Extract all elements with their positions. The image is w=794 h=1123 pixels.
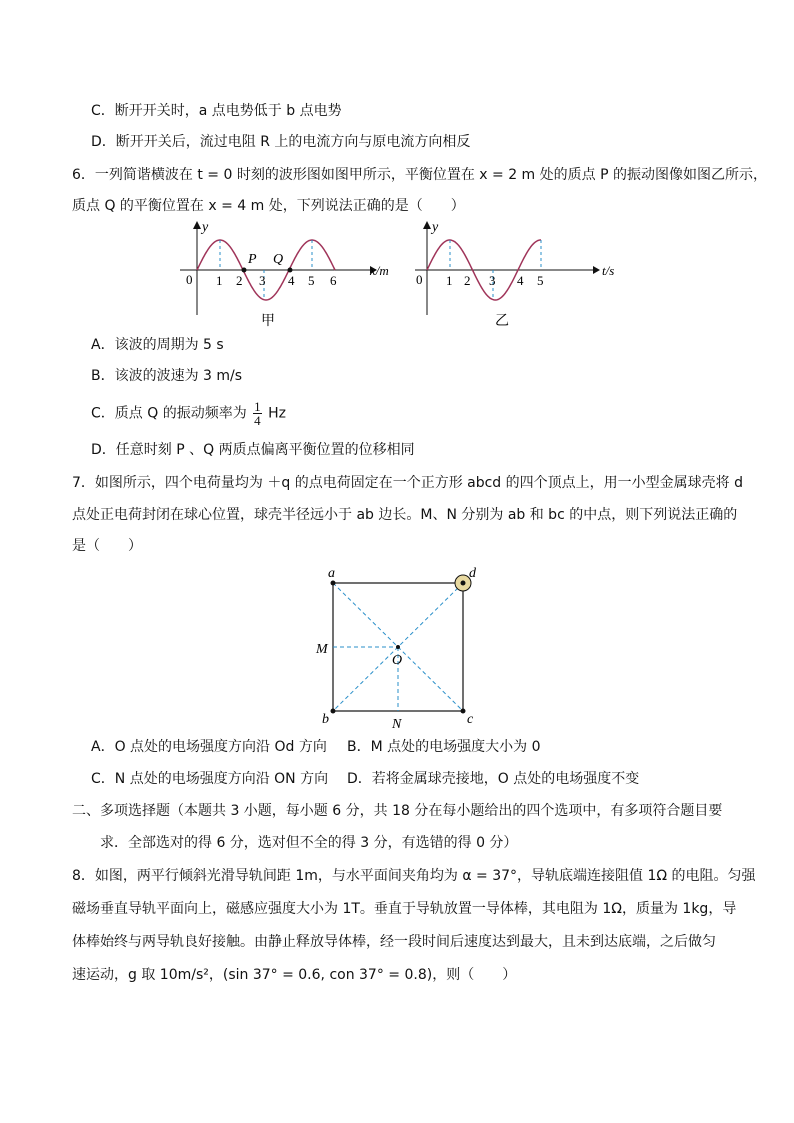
label-a: a [328, 566, 335, 581]
charge-a [331, 581, 336, 586]
label-b: b [322, 712, 329, 727]
section2-heading-line2: 求．全部选对的得 6 分，选对但不全的得 3 分，有选错的得 0 分） [100, 835, 518, 851]
q6-option-c: C．质点 Q 的振动频率为 $\frac{1}{4}$ Hz [91, 399, 286, 428]
charge-b [331, 709, 336, 714]
origin-label: 0 [416, 272, 423, 287]
tick-2: 2 [464, 273, 471, 288]
q8-line3: 体棒始终与两导轨良好接触。由静止释放导体棒，经一段时间后速度达到最大，且未到达底端，之后做匀 [72, 934, 716, 950]
tick-3: 3 [489, 273, 496, 288]
q8-line4: 速运动，g 取 10m/s²，(sin 37° = 0.6, con 37° = 0.8)，则（ ） [72, 967, 517, 983]
q8-line1: 8．如图，两平行倾斜光滑导轨间距 1m，与水平面间夹角均为 α = 37°，导轨底端连接阻值 1Ω 的电阻。匀强 [72, 868, 756, 884]
tick-4: 4 [288, 273, 295, 288]
tick-2: 2 [236, 273, 243, 288]
q5-option-d: D．断开开关后，流过电阻 R 上的电流方向与原电流方向相反 [91, 134, 471, 150]
y-axis-label: y [202, 220, 209, 235]
q7-stem-line2: 点处正电荷封闭在球心位置，球壳半径远小于 ab 边长。M、N 分别为 ab 和 bc 的中点，则下列说法正确的 [72, 507, 738, 523]
tick-4: 4 [517, 273, 524, 288]
label-p: P [248, 252, 257, 267]
label-o: O [392, 653, 403, 668]
y-axis-label: y [432, 220, 439, 235]
fraction: $\frac{1}{4}$ [254, 399, 261, 428]
q6-wave-graph [170, 215, 400, 330]
q7-option-a: A．O 点处的电场强度方向沿 Od 方向 [91, 739, 327, 755]
charge-c [461, 709, 466, 714]
q6-vibration-graph [405, 215, 625, 330]
q6-stem-line2: 质点 Q 的平衡位置在 x = 4 m 处，下列说法正确的是（ ） [72, 198, 465, 214]
q7-option-c: C．N 点处的电场强度方向沿 ON 方向 [91, 771, 329, 787]
q5-option-c: C．断开开关时，a 点电势低于 b 点电势 [91, 103, 342, 119]
label-q: Q [273, 252, 284, 267]
x-axis-label: x/m [370, 263, 389, 278]
point-p [242, 268, 247, 273]
label-n: N [392, 717, 402, 730]
tick-3: 3 [259, 273, 266, 288]
tick-6: 6 [330, 273, 337, 288]
caption-jia: 甲 [261, 314, 275, 329]
q6-option-b: B．该波的波速为 3 m/s [91, 368, 243, 384]
q7-option-d: D．若将金属球壳接地，O 点处的电场强度不变 [347, 771, 640, 787]
q7-square-figure [310, 560, 490, 730]
tick-5: 5 [537, 273, 544, 288]
caption-yi: 乙 [495, 314, 509, 329]
t-axis-label: t/s [602, 263, 615, 278]
tick-1: 1 [216, 273, 223, 288]
charge-d [461, 581, 466, 586]
center-o [396, 645, 400, 649]
q7-option-b: B．M 点处的电场强度大小为 0 [347, 739, 541, 755]
origin-label: 0 [186, 272, 193, 287]
q6-stem-line1: 6．一列简谐横波在 t = 0 时刻的波形图如图甲所示，平衡位置在 x = 2 m 处的质点 P 的振动图像如图乙所示， [72, 167, 767, 183]
q6-option-a: A．该波的周期为 5 s [91, 337, 224, 353]
tick-5: 5 [308, 273, 315, 288]
tick-1: 1 [446, 273, 453, 288]
point-q [288, 268, 293, 273]
section2-heading-line1: 二、多项选择题（本题共 3 小题，每小题 6 分，共 18 分在每小题给出的四个选项中，有多项符合题目要 [72, 803, 723, 819]
q6-option-d: D．任意时刻 P 、Q 两质点偏离平衡位置的位移相同 [91, 442, 415, 458]
q7-stem-line3: 是（ ） [72, 538, 142, 554]
q7-stem-line1: 7．如图所示，四个电荷量均为 ＋q 的点电荷固定在一个正方形 abcd 的四个顶点上，用一小型金属球壳将 d [72, 475, 743, 491]
q8-line2: 磁场垂直导轨平面向上，磁感应强度大小为 1T。垂直于导轨放置一导体棒，其电阻为 1Ω，质量为 1kg，导 [72, 901, 737, 917]
label-d: d [469, 566, 476, 581]
label-m: M [316, 642, 328, 657]
label-c: c [467, 712, 474, 727]
